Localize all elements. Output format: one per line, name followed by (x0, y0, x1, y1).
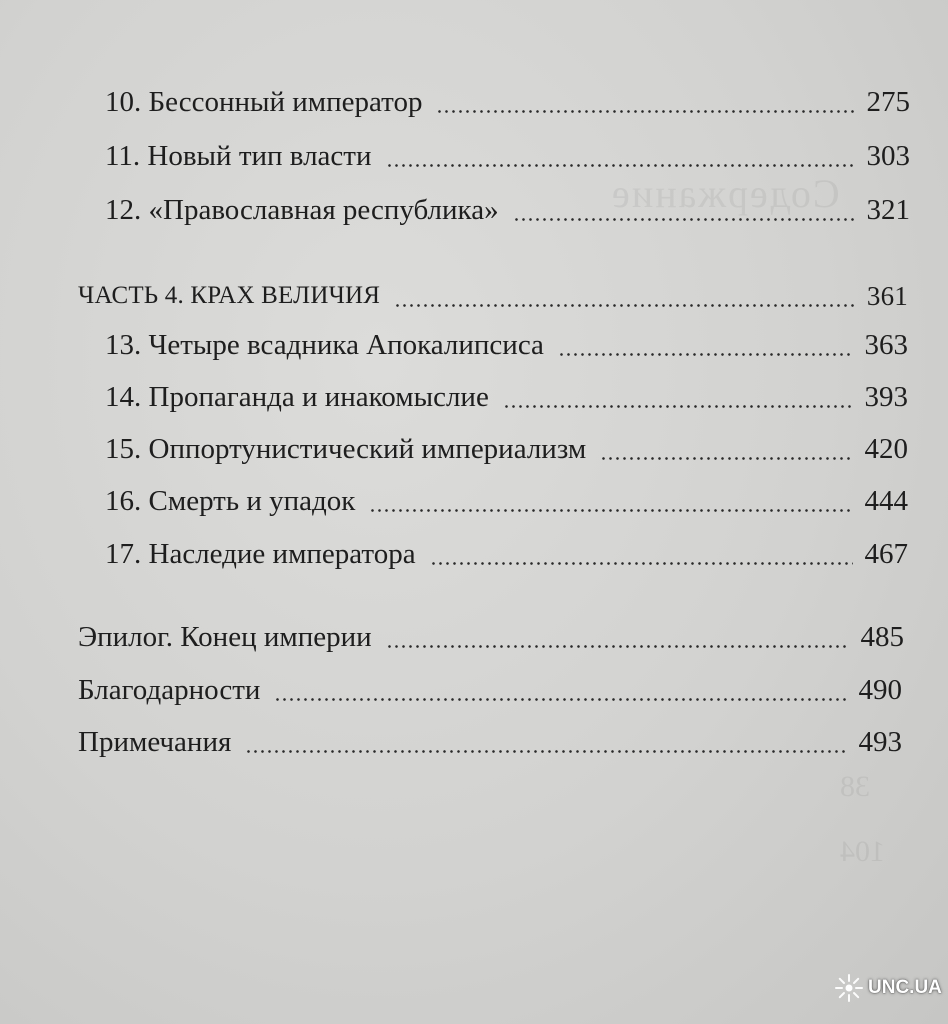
toc-entry-page: 303 (866, 140, 910, 172)
toc-entry-page: 275 (866, 86, 910, 118)
toc-entry-page: 485 (860, 621, 904, 653)
toc-entry-title: Примечания (78, 726, 232, 758)
watermark-text: UNC.UA (868, 977, 942, 998)
dot-leader (386, 164, 855, 167)
toc-entry-title: Благодарности (78, 674, 261, 706)
toc-entry (78, 670, 902, 710)
toc-entry (105, 429, 908, 469)
toc-part-heading (78, 276, 908, 316)
toc-entry-page: 363 (864, 329, 908, 361)
toc-entry (105, 190, 910, 230)
toc-entry-page: 393 (864, 381, 908, 413)
toc-entry-page: 493 (858, 726, 902, 758)
toc-entry-title: 17. Наследие императора (105, 538, 416, 570)
dot-leader (274, 698, 846, 701)
toc-entry (105, 82, 910, 122)
toc-entry-title: 16. Смерть и упадок (105, 485, 356, 517)
toc-entry-page: 321 (866, 194, 910, 226)
dot-leader (369, 509, 852, 512)
toc-part-title: ЧАСТЬ 4. КРАХ ВЕЛИЧИЯ (78, 282, 381, 309)
toc-entry-title: 15. Оппортунистический империализм (105, 433, 587, 465)
toc-entry (105, 377, 908, 417)
show-through-heading: Содержание (610, 171, 840, 216)
toc-entry-page: 420 (864, 433, 908, 465)
toc-entry-title: 11. Новый тип власти (105, 140, 372, 172)
toc-entry (105, 136, 910, 176)
dot-leader (558, 353, 853, 356)
dot-leader (386, 645, 849, 648)
toc-entry-page: 444 (864, 485, 908, 517)
toc-entry (78, 722, 902, 762)
toc-entry (105, 534, 908, 574)
toc-part-page: 361 (866, 281, 908, 311)
toc-entry-title: 10. Бессонный император (105, 86, 423, 118)
toc-entry-title: 14. Пропаганда и инакомыслие (105, 381, 489, 413)
dot-leader (436, 110, 854, 113)
toc-entry-page: 467 (864, 538, 908, 570)
show-through-number: 38 (840, 770, 870, 803)
dot-leader (513, 218, 855, 221)
sunburst-logo-icon (834, 973, 864, 1003)
dot-leader (245, 750, 846, 753)
dot-leader (394, 304, 855, 307)
show-through-number: 104 (840, 835, 885, 868)
dot-leader (600, 457, 852, 460)
toc-entry (78, 617, 904, 657)
toc-entry-page: 490 (858, 674, 902, 706)
dot-leader (430, 562, 853, 565)
toc-entry-title: 12. «Православная республика» (105, 194, 499, 226)
dot-leader (503, 405, 853, 408)
watermark (834, 966, 944, 1010)
toc-entry-title: 13. Четыре всадника Апокалипсиса (105, 329, 544, 361)
toc-entry (105, 325, 908, 365)
toc-entry-title: Эпилог. Конец империи (78, 621, 372, 653)
toc-entry (105, 481, 908, 521)
